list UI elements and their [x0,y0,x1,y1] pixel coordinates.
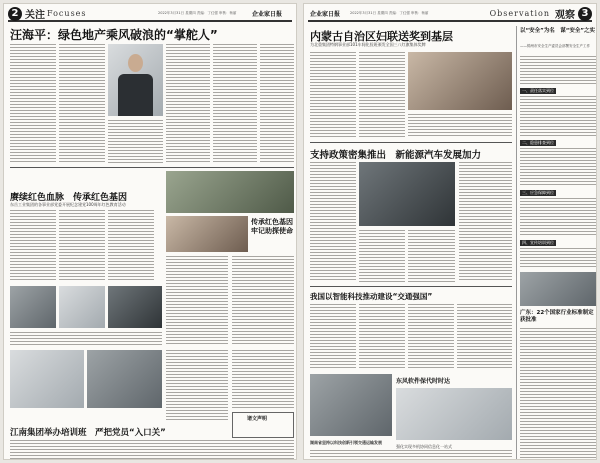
sidebar-text-6 [520,328,596,460]
left-page-header [8,7,292,22]
left-page [3,3,297,460]
sidebar-heading-4: 四、宣传培训到位 [522,240,554,245]
article-1-col-4 [166,44,210,164]
photo-landscape-group [166,171,294,213]
article-3-col-1 [166,256,228,344]
headline-women-federation: 内蒙古自治区妇联送奖到基层 [310,30,453,43]
r-article-1-col-1 [310,52,356,138]
photo-dongfeng [396,388,512,440]
r-divider-1 [310,142,512,143]
r-article-2-col-4 [459,162,512,282]
photo-training-1 [10,286,56,328]
caption-transport: 湖南省坚持以科技创新引领交通运输发展 [310,440,382,445]
section-title-en: Focuses [47,9,87,18]
r-article-3-col-3 [408,304,454,370]
masthead: 企业家日报 [252,11,283,18]
sidebar-text-3 [520,148,596,186]
photo-car-factory [359,162,455,226]
header-info: 2022年3月31日 星期四 责编：丁红强 审核：杨丽 [158,11,237,15]
subhead-red-gene: 东岳工业集团的各事业部党委开展纪念建党100周年红色教育活动 [10,202,126,207]
section-title-en-right: Observation [489,9,550,18]
r-article-1-col-3 [408,114,512,138]
sidebar-text-1 [520,56,596,86]
page-number-3: 3 [578,7,592,21]
side-heading-red-base: 传承红色基因 牢记助探使命 [251,218,293,235]
sidebar-divider [516,26,517,460]
photo-training-3 [108,286,162,328]
portrait-head [128,54,143,72]
article-4-col-2 [232,350,294,408]
article-2-col-3 [108,210,154,282]
sidebar-text-4 [520,198,596,236]
photo-ceremony-1 [10,350,84,408]
header-info-right: 2022年3月31日 星期四 责编：丁红强 审核：杨丽 [350,11,429,15]
photo-training-2 [59,286,105,328]
subhead-women-federation: 为北重集团特钢事业部101车间化验班颁发全国三八红旗集体奖牌 [310,42,426,47]
article-2-tail [10,332,162,346]
page-number-2: 2 [8,7,22,21]
headline-smart-transport: 我国以智能科技推动建设“交通强国” [310,292,433,301]
sidebar-subtitle: ——锦州市安全生产委员会部署安全生产工作 [520,44,590,48]
photo-red-base-visit [166,216,248,252]
r-article-3-col-1 [310,304,356,370]
sidebar-heading-1: 一、责任落实到位 [522,88,554,93]
r-article-2-col-2 [359,230,405,282]
section-title-cn-right: 观察 [555,10,575,21]
masthead-right: 企业家日报 [310,11,341,18]
sidebar-text-2 [520,96,596,136]
r-article-2-col-3 [408,230,455,282]
article-2-col-2 [59,210,105,282]
article-2-col-1 [10,210,56,282]
article-1-col-3 [108,120,163,164]
portrait-photo [108,44,163,116]
sidebar-title: 以“安全”为名 谋“安全”之实 [520,28,595,34]
notice-box-title: 诸文声明 [247,416,268,422]
headline-jiangnan-training: 江南集团举办培训班 严把党员“入口关” [10,428,166,438]
headline-new-energy-vehicles: 支持政策密集推出 新能源汽车发展加力 [310,150,482,161]
r-article-3-col-4 [457,304,512,370]
sidebar-heading-3: 三、应急保障到位 [522,190,554,195]
photo-safety-meeting [520,272,596,306]
article-1-col-2 [59,44,105,164]
article-1-col-1 [10,44,56,164]
headline-green-real-estate: 汪海平：绿色地产乘风破浪的“掌舵人” [10,28,218,42]
photo-transport-meeting [310,374,392,436]
r-article-4-text [310,450,512,460]
right-page-header [308,7,592,22]
portrait-body [118,74,153,116]
photo-ceremony-2 [87,350,162,408]
photo-award-group [408,52,512,110]
bottom-side-title: 广东：22个国家行业标准制定获批准 [520,310,594,323]
article-4-col-1 [166,350,228,420]
article-3-col-2 [232,256,294,344]
r-article-2-col-1 [310,162,356,282]
article-1-col-6 [260,44,294,164]
section-title-cn: 关注 [25,10,45,21]
divider-1 [10,167,294,168]
sidebar-heading-2: 二、隐患排查到位 [522,140,554,145]
headline-red-gene: 赓续红色血脉 传承红色基因 [10,193,128,203]
notice-box [232,412,294,438]
r-article-3-col-2 [359,304,405,370]
r-article-1-col-2 [359,52,405,138]
article-1-col-5 [213,44,257,164]
article-5-text [10,440,294,460]
right-page [303,3,597,460]
headline-dongfeng: 东风软件保代时时达 [396,378,451,385]
r-divider-2 [310,286,512,287]
caption-dongfeng: 强化实现多机协同信息化一站式 [396,444,452,449]
sidebar-text-5 [520,248,596,268]
